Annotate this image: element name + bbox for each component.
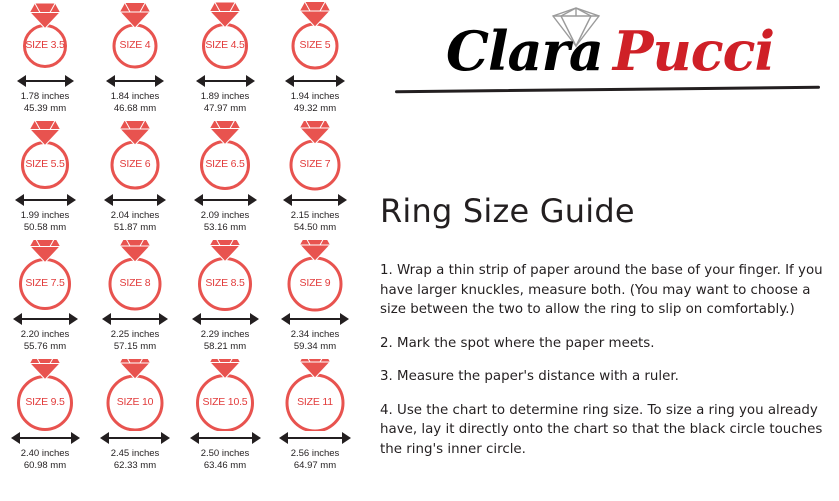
ring-icon [0, 2, 90, 74]
measurement-inches: 2.40 inches [20, 448, 70, 459]
guide-step: 3. Measure the paper's distance with a ruler. [380, 369, 679, 385]
ring-icon [180, 240, 270, 312]
ring-size-label: SIZE 4.5 [205, 39, 245, 51]
ring-measurements [0, 329, 90, 352]
diameter-arrow [180, 193, 270, 207]
ring-icon [90, 240, 180, 312]
measurement-millimeters: 55.76 mm [23, 340, 67, 352]
measurement-inches: 2.29 inches [200, 329, 250, 340]
ring-illustration [180, 240, 270, 312]
ring-icon [0, 121, 90, 193]
ring-size-label: SIZE 6 [119, 158, 151, 170]
measurement-inches: 1.89 inches [200, 91, 250, 102]
diameter-arrow [270, 193, 360, 207]
ring-illustration [0, 359, 90, 431]
ring-size-cell [270, 240, 360, 359]
page-title: Ring Size Guide [380, 192, 635, 230]
ring-measurements [90, 329, 180, 352]
ring-measurements [0, 448, 90, 471]
ring-size-label: SIZE 9.5 [25, 396, 65, 408]
ring-size-cell [90, 240, 180, 359]
measurement-millimeters: 62.33 mm [113, 459, 157, 471]
measurement-inches: 2.15 inches [290, 210, 340, 221]
ring-size-label: SIZE 11 [297, 396, 333, 408]
measurement-millimeters: 60.98 mm [23, 459, 67, 471]
ring-illustration [0, 2, 90, 74]
brand-name-first: Clara [445, 19, 603, 83]
ring-icon [270, 121, 360, 193]
diameter-arrow [90, 74, 180, 88]
measurement-inches: 1.78 inches [20, 91, 70, 102]
measurement-millimeters: 45.39 mm [23, 102, 67, 114]
ring-icon [0, 240, 90, 312]
ring-size-label: SIZE 5.5 [25, 158, 65, 170]
ring-measurements [90, 210, 180, 233]
measurement-inches: 1.99 inches [20, 210, 70, 221]
diameter-arrow [0, 193, 90, 207]
ring-size-cell [270, 2, 360, 121]
ring-size-cell [270, 121, 360, 240]
ring-icon [90, 2, 180, 74]
measurement-inches: 2.25 inches [110, 329, 160, 340]
ring-illustration [180, 2, 270, 74]
measurement-millimeters: 47.97 mm [203, 102, 247, 114]
ring-measurements [90, 448, 180, 471]
ring-size-label: SIZE 3.5 [25, 39, 65, 51]
ring-illustration [270, 121, 360, 193]
ring-size-label: SIZE 5 [299, 39, 331, 51]
measurement-inches: 2.45 inches [110, 448, 160, 459]
ring-measurements [0, 91, 90, 114]
diameter-arrow [0, 74, 90, 88]
ring-size-label: SIZE 6.5 [205, 158, 245, 170]
ring-icon [270, 240, 360, 312]
measurement-millimeters: 54.50 mm [293, 221, 337, 233]
ring-size-label: SIZE 7.5 [25, 277, 65, 289]
measurement-inches: 1.94 inches [290, 91, 340, 102]
measurement-inches: 2.20 inches [20, 329, 70, 340]
diameter-arrow [0, 431, 90, 445]
ring-illustration [0, 121, 90, 193]
measurement-inches: 2.56 inches [290, 448, 340, 459]
ring-icon [0, 359, 90, 431]
ring-size-cell [180, 359, 270, 478]
ring-illustration [270, 2, 360, 74]
measurement-inches: 2.04 inches [110, 210, 160, 221]
ring-size-label: SIZE 7 [299, 158, 331, 170]
ring-illustration [90, 359, 180, 431]
measurement-inches: 2.50 inches [200, 448, 250, 459]
brand-name [385, 20, 835, 83]
measurement-millimeters: 49.32 mm [293, 102, 337, 114]
ring-measurements [0, 210, 90, 233]
measurement-inches: 2.34 inches [290, 329, 340, 340]
ring-size-label: SIZE 10.5 [202, 396, 248, 408]
measurement-millimeters: 50.58 mm [23, 221, 67, 233]
brand-name-last: Pucci [612, 19, 775, 83]
diameter-arrow [180, 312, 270, 326]
diameter-arrow [180, 431, 270, 445]
ring-icon [90, 121, 180, 193]
measurement-millimeters: 46.68 mm [113, 102, 157, 114]
diameter-arrow [90, 312, 180, 326]
diameter-arrow [270, 431, 360, 445]
ring-measurements [180, 329, 270, 352]
ring-measurements [90, 91, 180, 114]
ring-size-label: SIZE 4 [119, 39, 151, 51]
ring-size-cell [90, 2, 180, 121]
ring-illustration [270, 240, 360, 312]
ring-measurements [180, 448, 270, 471]
ring-icon [270, 2, 360, 74]
measurement-millimeters: 64.97 mm [293, 459, 337, 471]
ring-size-chart [0, 0, 360, 501]
guide-step: 2. Mark the spot where the paper meets. [380, 335, 655, 351]
ring-size-cell [180, 240, 270, 359]
guide-panel [372, 0, 839, 501]
ring-size-cell [90, 121, 180, 240]
ring-size-cell [0, 240, 90, 359]
diameter-arrow [270, 312, 360, 326]
ring-size-label: SIZE 9 [299, 277, 331, 289]
measurement-millimeters: 58.21 mm [203, 340, 247, 352]
ring-size-cell [0, 121, 90, 240]
ring-size-cell [0, 2, 90, 121]
diameter-arrow [0, 312, 90, 326]
measurement-inches: 1.84 inches [110, 91, 160, 102]
ring-measurements [180, 91, 270, 114]
diameter-arrow [180, 74, 270, 88]
ring-illustration [270, 359, 360, 431]
diameter-arrow [90, 193, 180, 207]
brand-underline [395, 86, 820, 93]
ring-illustration [90, 240, 180, 312]
ring-size-label: SIZE 8 [119, 277, 151, 289]
measurement-millimeters: 59.34 mm [293, 340, 337, 352]
ring-size-label: SIZE 10 [116, 396, 154, 408]
ring-icon [270, 359, 360, 431]
ring-measurements [270, 91, 360, 114]
ring-illustration [180, 121, 270, 193]
ring-illustration [90, 2, 180, 74]
ring-size-cell [180, 121, 270, 240]
ring-icon [180, 121, 270, 193]
ring-illustration [0, 240, 90, 312]
ring-icon [180, 359, 270, 431]
measurement-inches: 2.09 inches [200, 210, 250, 221]
ring-size-label: SIZE 8.5 [205, 277, 245, 289]
ring-measurements [270, 210, 360, 233]
ring-size-cell [270, 359, 360, 478]
ring-illustration [90, 121, 180, 193]
ring-measurements [270, 448, 360, 471]
ring-size-cell [180, 2, 270, 121]
measurement-millimeters: 57.15 mm [113, 340, 157, 352]
measurement-millimeters: 63.46 mm [203, 459, 247, 471]
measurement-millimeters: 53.16 mm [203, 221, 247, 233]
ring-illustration [180, 359, 270, 431]
brand-logo [377, 0, 837, 110]
diameter-arrow [90, 431, 180, 445]
ring-icon [90, 359, 180, 431]
diameter-arrow [270, 74, 360, 88]
ring-icon [180, 2, 270, 74]
ring-size-cell [90, 359, 180, 478]
ring-measurements [180, 210, 270, 233]
guide-step: 1. Wrap a thin strip of paper around the base of your finger. If you have larger knuckles, measure both. (You may want to choose a size between the two to allow the ring to slip on comfortably.) [380, 263, 823, 318]
guide-step: 4. Use the chart to determine ring size. To size a ring you already have, lay it directly onto the chart so that the black circle touches the ring's inner circle. [380, 402, 823, 457]
ring-measurements [270, 329, 360, 352]
guide-steps [380, 248, 832, 473]
ring-size-cell [0, 359, 90, 478]
measurement-millimeters: 51.87 mm [113, 221, 157, 233]
